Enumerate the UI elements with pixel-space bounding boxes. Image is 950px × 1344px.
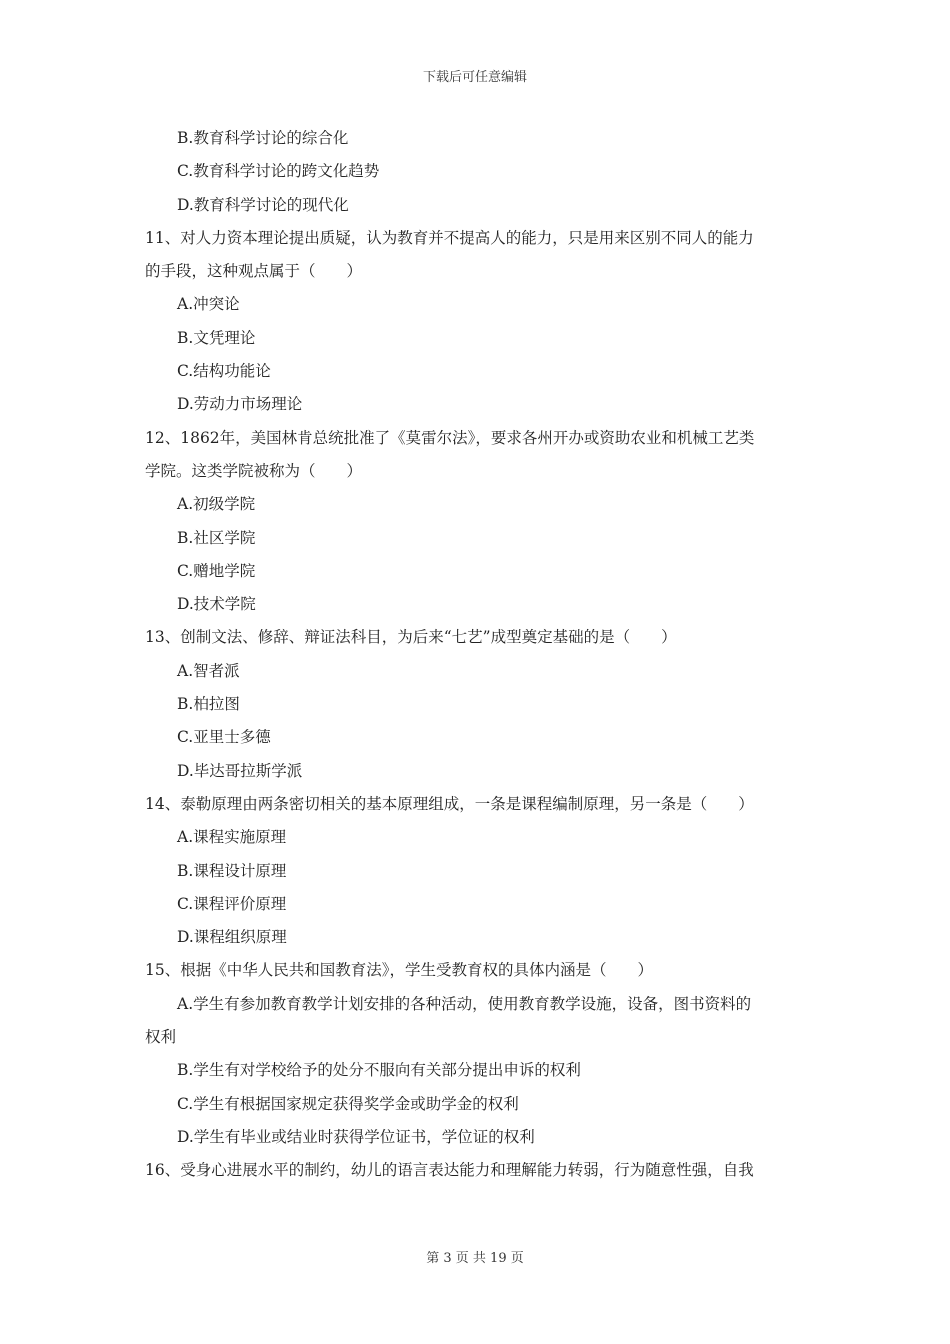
option-line: C.课程评价原理 bbox=[177, 894, 287, 913]
question-line: 16、受身心进展水平的制约，幼儿的语言表达能力和理解能力转弱，行为随意性强，自我 bbox=[145, 1161, 754, 1180]
option-line: B.学生有对学校给予的处分不服向有关部分提出申诉的权利 bbox=[177, 1061, 581, 1080]
option-line: B.柏拉图 bbox=[177, 695, 240, 714]
option-line: B.教育科学讨论的综合化 bbox=[177, 129, 349, 147]
option-line: A.冲突论 bbox=[177, 295, 240, 314]
option-line: A.课程实施原理 bbox=[177, 828, 287, 847]
option-line: B.课程设计原理 bbox=[177, 861, 287, 880]
question-line: 的手段，这种观点属于（ ） bbox=[145, 262, 363, 281]
page-footer: 第 3 页 共 19 页 bbox=[426, 1251, 524, 1266]
question-line: 学院。这类学院被称为（ ） bbox=[145, 461, 363, 480]
option-line: C.教育科学讨论的跨文化趋势 bbox=[177, 162, 380, 181]
question-line: 13、创制文法、修辞、辩证法科目，为后来“七艺”成型奠定基础的是（ ） bbox=[145, 628, 677, 647]
question-line: 11、对人力资本理论提出质疑，认为教育并不提高人的能力，只是用来区别不同人的能力 bbox=[145, 228, 754, 247]
option-line: D.课程组织原理 bbox=[177, 928, 287, 947]
question-line: 14、泰勒原理由两条密切相关的基本原理组成，一条是课程编制原理，另一条是（ ） bbox=[145, 794, 754, 813]
option-line: D.毕达哥拉斯学派 bbox=[177, 761, 303, 780]
option-line: C.赠地学院 bbox=[177, 561, 256, 580]
option-line: A.初级学院 bbox=[177, 495, 256, 514]
option-line: A.智者派 bbox=[177, 661, 240, 680]
option-line: B.社区学院 bbox=[177, 528, 256, 547]
option-line: D.学生有毕业或结业时获得学位证书，学位证的权利 bbox=[177, 1127, 535, 1146]
document-body bbox=[145, 122, 810, 1188]
option-line: D.教育科学讨论的现代化 bbox=[177, 195, 349, 214]
question-line: 15、根据《中华人民共和国教育法》，学生受教育权的具体内涵是（ ） bbox=[145, 961, 653, 980]
option-line: C.亚里士多德 bbox=[177, 728, 271, 747]
question-line: 权利 bbox=[145, 1028, 177, 1047]
option-line: C.结构功能论 bbox=[177, 362, 271, 381]
option-line: D.劳动力市场理论 bbox=[177, 395, 303, 414]
option-line: A.学生有参加教育教学计划安排的各种活动，使用教育教学设施，设备，图书资料的 bbox=[177, 994, 752, 1013]
question-line: 12、1862年，美国林肯总统批准了《莫雷尔法》，要求各州开办或资助农业和机械工艺类 bbox=[145, 428, 755, 447]
option-line: D.技术学院 bbox=[177, 595, 256, 614]
option-line: C.学生有根据国家规定获得奖学金或助学金的权利 bbox=[177, 1094, 519, 1113]
page-header: 下载后可任意编辑 bbox=[422, 70, 527, 85]
option-line: B.文凭理论 bbox=[177, 328, 256, 347]
